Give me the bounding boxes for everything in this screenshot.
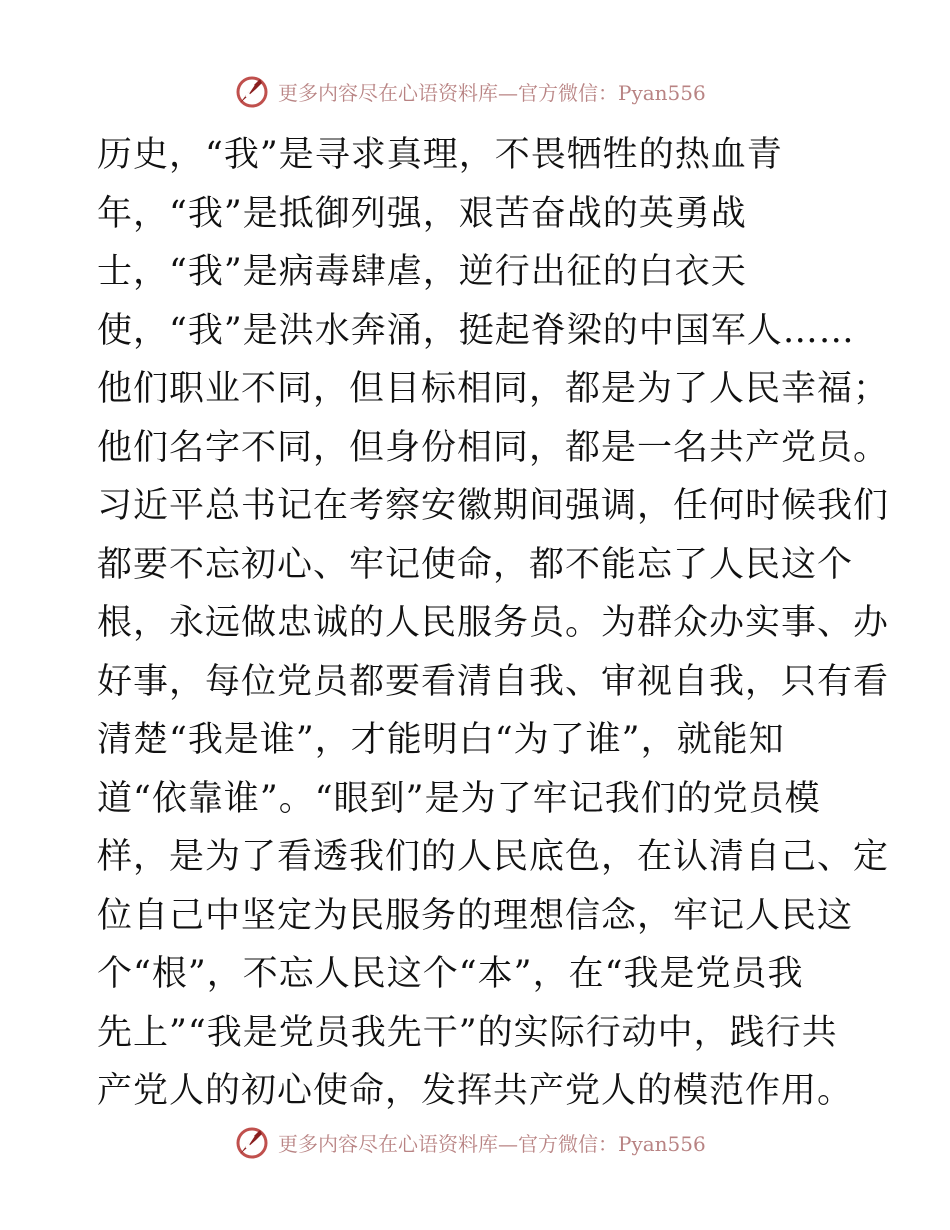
- text-line: 他们职业不同，但目标相同，都是为了人民幸福；: [97, 369, 890, 409]
- text-line: 好事，每位党员都要看清自我、审视自我，只有看: [97, 661, 890, 702]
- text-line: 历史，“我”是寻求真理，不畏牺牲的热血青: [97, 135, 783, 175]
- text-line: 个“根”，不忘人民这个“本”，在“我是党员我: [97, 954, 804, 994]
- text-line: 样，是为了看透我们的人民底色，在认清自己、定: [97, 837, 890, 877]
- text-line: 士，“我”是病毒肆虐，逆行出征的白衣天: [97, 252, 747, 292]
- text-line: 清楚“我是谁”，才能明白“为了谁”，就能知: [97, 720, 785, 760]
- text-line: 使，“我”是洪水奔涌，挺起脊梁的中国军人……: [97, 310, 855, 351]
- text-line: 都要不忘初心、牢记使命，都不能忘了人民这个: [97, 544, 854, 585]
- text-line: 先上”“我是党员我先干”的实际行动中，践行共: [97, 1012, 838, 1053]
- text-line: 习近平总书记在考察安徽期间强调，任何时候我们: [97, 486, 890, 526]
- text-line: 道“依靠谁”。“眼到”是为了牢记我们的党员模: [97, 778, 821, 819]
- header-banner[interactable]: [234, 71, 706, 111]
- quill-pen-logo-icon: [234, 73, 270, 109]
- text-line: 他们名字不同，但身份相同，都是一名共产党员。: [97, 427, 890, 468]
- text-line: 产党人的初心使命，发挥共产党人的模范作用。: [97, 1071, 854, 1111]
- banner-text: 更多内容尽在心语资料库—官方微信：Pyan556: [278, 1131, 706, 1156]
- banner-text: 更多内容尽在心语资料库—官方微信：Pyan556: [278, 80, 706, 105]
- footer-banner[interactable]: [234, 1122, 706, 1162]
- text-line: 根，永远做忠诚的人民服务员。为群众办实事、办: [97, 603, 890, 643]
- quill-pen-logo-icon: [234, 1124, 270, 1160]
- text-line: 位自己中坚定为民服务的理想信念，牢记人民这: [97, 895, 854, 936]
- body-text: [97, 126, 890, 1121]
- text-line: 年，“我”是抵御列强，艰苦奋战的英勇战: [97, 193, 747, 234]
